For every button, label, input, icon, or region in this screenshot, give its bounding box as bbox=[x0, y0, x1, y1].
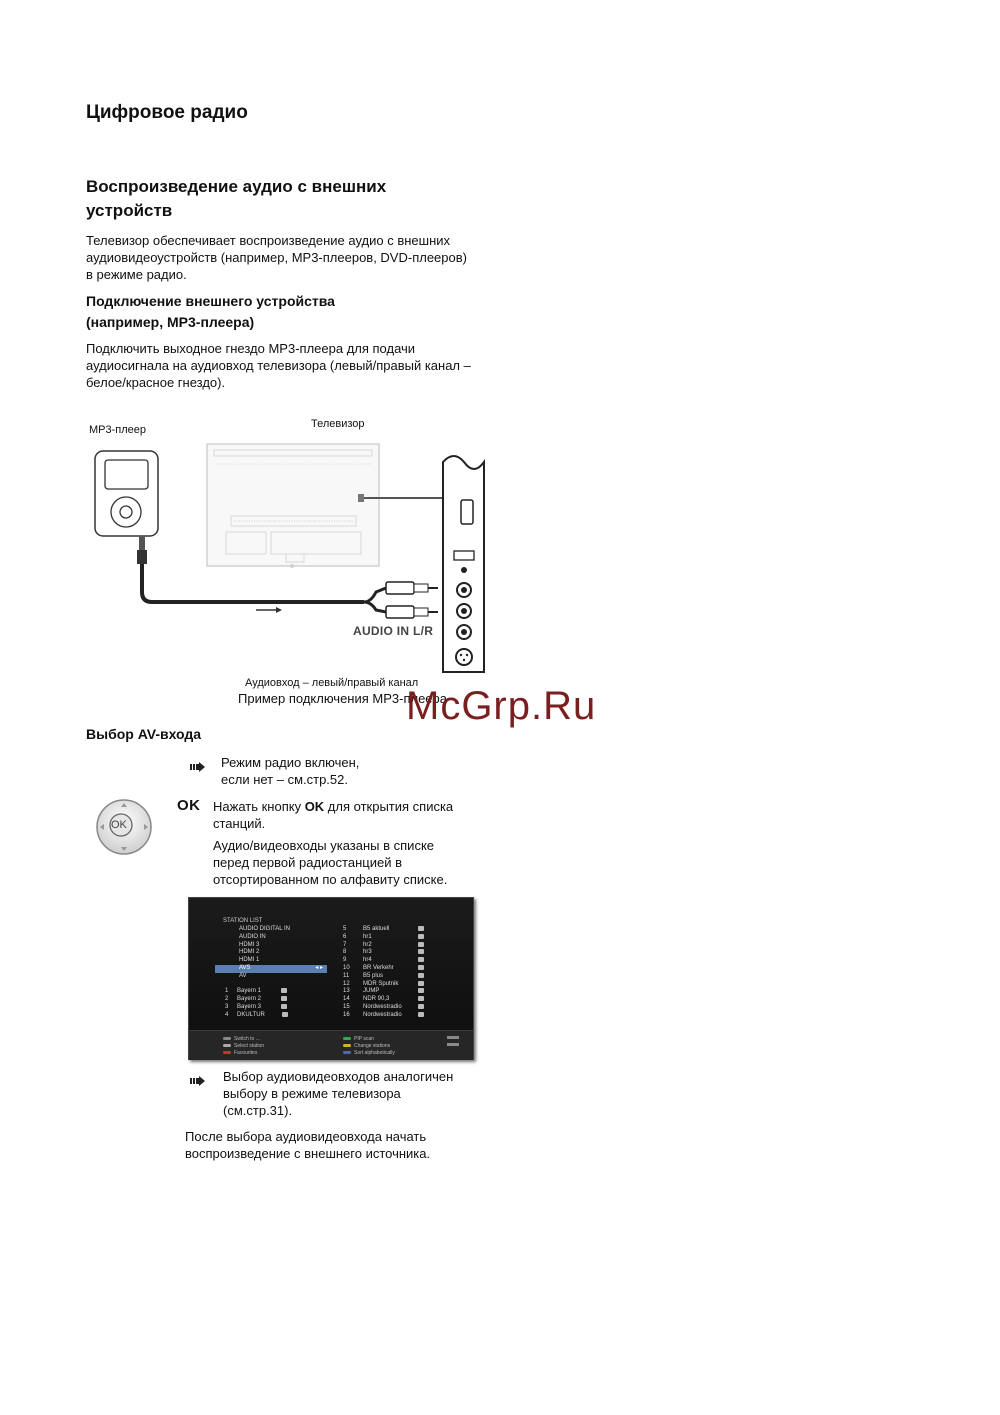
note2-line: выбору в режиме телевизора bbox=[223, 1086, 401, 1101]
mp3-label: МР3-плеер bbox=[89, 424, 147, 436]
hint-arrow-icon bbox=[190, 1076, 206, 1086]
step-pre: Нажать кнопку bbox=[213, 799, 305, 814]
rca-plug-icon bbox=[386, 582, 438, 618]
section-title-line1: Воспроизведение аудио с внешних bbox=[86, 177, 387, 196]
list-item: 9 hr4 bbox=[343, 957, 433, 965]
ok-button-label: OK bbox=[111, 819, 127, 831]
footer-item: Select station bbox=[223, 1043, 264, 1049]
list-item: 2 Bayern 2 bbox=[215, 996, 327, 1004]
connect-line: Подключить выходное гнездо МР3-плеера для подачи bbox=[86, 341, 416, 356]
tv-back-icon bbox=[207, 444, 379, 568]
step-post: для открытия списка bbox=[324, 799, 454, 814]
audio-in-label: AUDIO IN L/R bbox=[353, 624, 434, 638]
footer-item: PIP scan bbox=[343, 1036, 374, 1042]
footer-item: Change stations bbox=[343, 1043, 390, 1049]
intro-line: аудиовидеоустройств (например, МР3-плееров, DVD-плееров) bbox=[86, 250, 467, 265]
final-line: воспроизведение с внешнего источника. bbox=[185, 1146, 431, 1161]
connect-paragraph bbox=[86, 340, 492, 391]
note-line: если нет – см.стр.52. bbox=[221, 772, 348, 787]
list-item: 3 Bayern 3 bbox=[215, 1004, 327, 1012]
section-title bbox=[86, 175, 506, 223]
page-title: Цифровое радио bbox=[86, 102, 248, 123]
footer-item: Switch to ... bbox=[223, 1036, 260, 1042]
list-item: AUDIO IN bbox=[239, 933, 266, 940]
list-item: 15 Nordwestradio bbox=[343, 1004, 433, 1012]
final-paragraph bbox=[185, 1128, 491, 1162]
list-item: 16 Nordwestradio bbox=[343, 1012, 433, 1020]
arrow-right-icon bbox=[256, 607, 282, 613]
ok-key-symbol: OK bbox=[177, 797, 201, 814]
list-item: 14 NDR 90,3 bbox=[343, 996, 433, 1004]
step-line2: станций. bbox=[213, 816, 266, 831]
list-item: 13 JUMP bbox=[343, 988, 433, 996]
intro-line: Телевизор обеспечивает воспроизведение аудио с внешних bbox=[86, 233, 451, 248]
step-line bbox=[213, 798, 481, 815]
note2-line: Выбор аудиовидеовходов аналогичен bbox=[223, 1069, 454, 1084]
final-line: После выбора аудиовидеовхода начать bbox=[185, 1129, 427, 1144]
intro-line: в режиме радио. bbox=[86, 267, 187, 282]
tv-label: Телевизор bbox=[311, 418, 365, 430]
note2-line: (см.стр.31). bbox=[223, 1103, 293, 1118]
list-item: 1 Bayern 1 bbox=[215, 988, 327, 996]
station-list-screenshot bbox=[188, 897, 474, 1060]
list-item: AV bbox=[239, 972, 247, 979]
av-note-line: отсортированном по алфавиту списке. bbox=[213, 872, 448, 887]
note-radio-mode bbox=[221, 754, 359, 788]
list-item: 8 hr3 bbox=[343, 949, 433, 957]
diagram-caption: Пример подключения МР3-плеера bbox=[238, 691, 447, 706]
note-av-selection bbox=[223, 1068, 473, 1119]
list-item: 7 hr2 bbox=[343, 942, 433, 950]
av-note-line: Аудио/видеовходы указаны в списке bbox=[213, 838, 435, 853]
connect-heading bbox=[86, 291, 335, 333]
connect-heading-line2: (например, МР3-плеера) bbox=[86, 314, 255, 330]
list-item bbox=[215, 981, 327, 989]
mp3-player-icon bbox=[95, 451, 158, 536]
list-item-selected: AVS ◂ ▸ bbox=[215, 965, 327, 973]
av-heading: Выбор AV-входа bbox=[86, 726, 202, 742]
list-item: 11 B5 plus bbox=[343, 973, 433, 981]
watermark: McGrp.Ru bbox=[406, 684, 597, 728]
list-item: HDMI 2 bbox=[239, 949, 260, 956]
footer-item: Sort alphabetically bbox=[343, 1050, 395, 1056]
station-list-title: STATION LIST bbox=[223, 918, 263, 924]
av-note-line: перед первой радиостанцией в bbox=[213, 855, 402, 870]
tv-side-panel-icon bbox=[443, 456, 484, 672]
list-item: 10 BR Verkehr bbox=[343, 965, 433, 973]
av-inputs-note bbox=[213, 837, 481, 888]
list-item: AUDIO DIGITAL IN bbox=[239, 926, 291, 932]
step-press-ok bbox=[213, 798, 481, 832]
list-item: HDMI 3 bbox=[239, 941, 260, 948]
list-item: 4 DKULTUR bbox=[215, 1012, 327, 1020]
list-item: 6 hr1 bbox=[343, 934, 433, 942]
hint-arrow-icon bbox=[190, 762, 206, 772]
connect-heading-line1: Подключение внешнего устройства bbox=[86, 293, 335, 309]
station-list-footer bbox=[189, 1030, 473, 1060]
intro-paragraph bbox=[86, 232, 492, 283]
list-item: 5 B5 aktuell bbox=[343, 926, 433, 934]
footer-item: Favourites bbox=[223, 1050, 257, 1056]
station-list-right bbox=[343, 926, 433, 1020]
connect-line: белое/красное гнездо). bbox=[86, 375, 226, 390]
note-line: Режим радио включен, bbox=[221, 755, 360, 770]
station-list-left bbox=[215, 926, 327, 1020]
section-title-line2: устройств bbox=[86, 201, 173, 220]
connection-diagram bbox=[86, 432, 496, 677]
step-key: OK bbox=[304, 799, 325, 814]
audio-input-label: Аудиовход – левый/правый канал bbox=[245, 677, 419, 689]
list-item: 12 MDR Sputnik bbox=[343, 981, 433, 989]
connect-line: аудиосигнала на аудиовход телевизора (левый/правый канал – bbox=[86, 358, 471, 373]
list-item: HDMI 1 bbox=[239, 957, 260, 964]
